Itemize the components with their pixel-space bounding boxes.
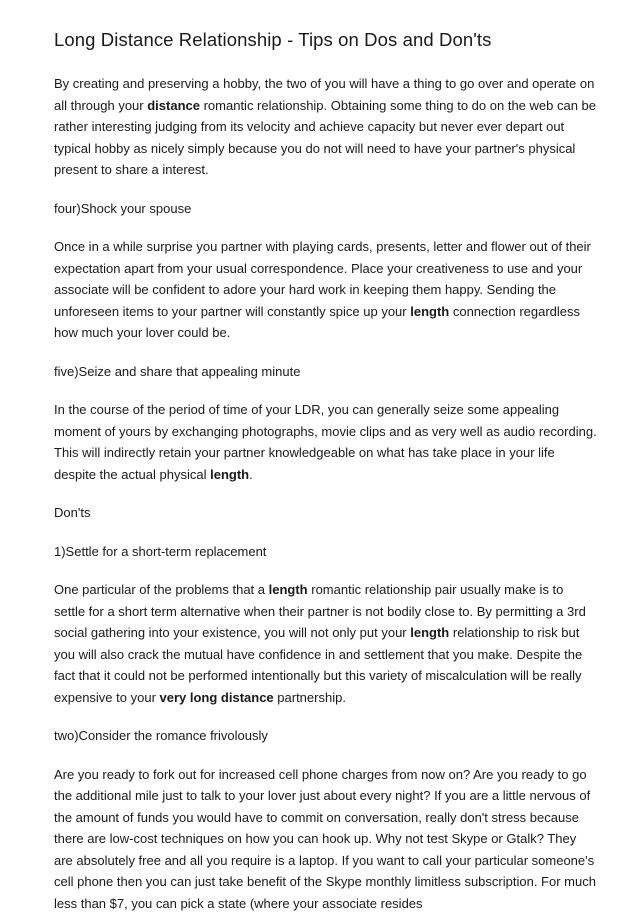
section-heading-one: 1)Settle for a short-term replacement xyxy=(54,541,598,563)
section-heading-two: two)Consider the romance frivolously xyxy=(54,725,598,747)
text-run: In the course of the period of time of your LDR, you can generally seize some appealing moment of yours by exchanging photographs, movie clips and as very well as audio recording. This will indirectly retain your partner knowledgeable on what has take place in your life despite the actual physical xyxy=(54,402,597,482)
text-run: One particular of the problems that a xyxy=(54,582,269,597)
section-heading-donts: Don'ts xyxy=(54,502,598,524)
text-run: relationship to risk but you will also crack the mutual have confidence in and settlement that you make. Despite the fact that it could not be performed intentionally but this variety of miscalculation will be really expensive to your xyxy=(54,625,582,705)
bold-keyword: length xyxy=(269,582,308,597)
text-run: romantic relationship pair usually make is to settle for a short term alternative when their partner is not bodily close to. By permitting a 3rd social gathering into your existence, you will not only put your xyxy=(54,582,586,640)
paragraph-hobby xyxy=(54,73,598,181)
bold-keyword: distance xyxy=(147,98,200,113)
paragraph-replacement xyxy=(54,579,598,708)
text-run: By creating and preserving a hobby, the two of you will have a thing to go over and operate on all through your xyxy=(54,76,594,113)
bold-keyword: length xyxy=(410,304,449,319)
section-heading-four: four)Shock your spouse xyxy=(54,198,598,220)
text-run: connection regardless how much your lover could be. xyxy=(54,304,580,341)
text-run: Once in a while surprise you partner with playing cards, presents, letter and flower out of their expectation apart from your usual correspondence. Place your creativeness to use and your associate will be confident to adore your hard work in keeping them happy. Sending the unforeseen items to your partner will constantly spice up your xyxy=(54,239,591,319)
bold-keyword: length xyxy=(410,625,449,640)
page-title: Long Distance Relationship - Tips on Dos and Don'ts xyxy=(54,28,598,52)
paragraph-phone-charges: Are you ready to fork out for increased cell phone charges from now on? Are you ready to go the additional mile just to talk to your lover just about every night? If you are a little nervous of the amount of funds you would have to commit on conversation, really don't stress because there are low-cost techniques on how you can hook up. Why not test Skype or Gtalk? They are absolutely free and all you require is a laptop. If you want to call your particular someone's cell phone then you can just take benefit of the Skype monthly limitless subscription. For much less than $7, you can pick a state (where your associate resides xyxy=(54,764,598,914)
bold-keyword: length xyxy=(210,467,249,482)
paragraph-surprise xyxy=(54,236,598,344)
text-run: partnership. xyxy=(274,690,346,705)
paragraph-seize-moment xyxy=(54,399,598,485)
text-run: romantic relationship. Obtaining some thing to do on the web can be rather interesting judging from its velocity and achieve capacity but never ever depart out typical hobby as nicely simply because you do not will need to have your partner's physical present to share a interest. xyxy=(54,98,596,178)
bold-keyword: very long distance xyxy=(160,690,274,705)
text-run: . xyxy=(249,467,253,482)
section-heading-five: five)Seize and share that appealing minute xyxy=(54,361,598,383)
